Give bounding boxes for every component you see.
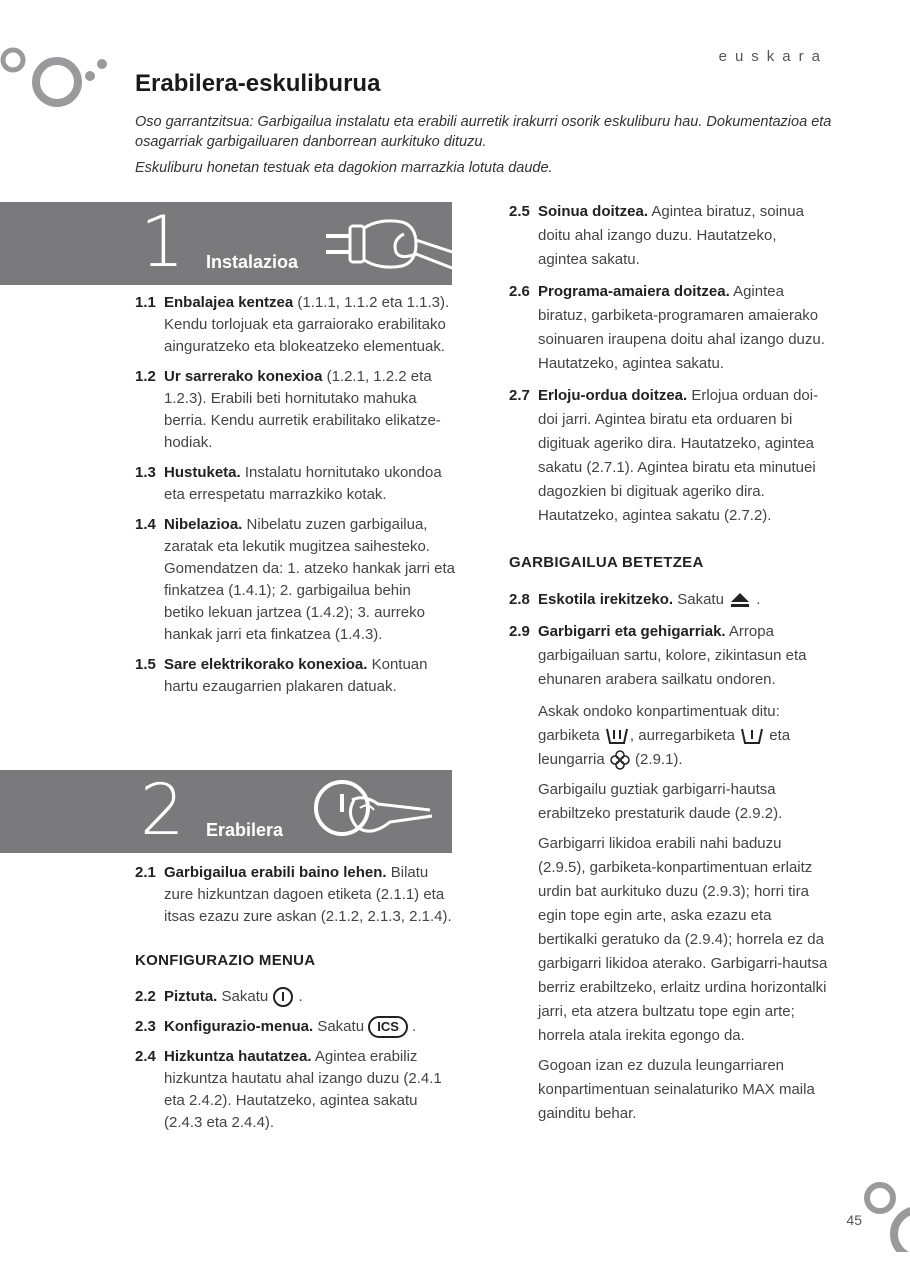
max-paragraph: Gogoan izan ez duzula leungarriaren konpartimentuan seinalaturiko MAX maila gainditu behar. <box>538 1057 815 1122</box>
list-item: 1.4 Nibelazioa. Nibelatu zuzen garbigailua, zaratak eta lekutik mugitzea saihesteko. Gomendatzen da: 1. atzeko hankak jarri eta finkatzea (1.4.1); 2. garbigailua behin betiko lekuan jartzea (1.4.2); 3. aurreko hankak jarri eta finkatzea (1.4.3). <box>135 516 456 643</box>
list-item: 2.3 Konfigurazio-menua. Sakatu ICS . <box>135 1016 455 1038</box>
filling-heading: GARBIGAILUA BETETZEA <box>509 554 704 571</box>
usage-list-right <box>509 200 829 1132</box>
intro-text <box>135 112 835 184</box>
page-number: 45 <box>846 1212 862 1228</box>
section-label: Instalazioa <box>206 252 299 272</box>
brand-circles-logo <box>0 40 110 110</box>
compartments-paragraph: Askak ondoko konpartimentuak ditu: garbiketa , aurregarbiketa eta leungarria (2.9.1). <box>509 700 829 772</box>
section-label: Erabilera <box>206 820 284 840</box>
intro-paragraph-2: Eskuliburu honetan testuak eta dagokion marrazkia lotuta daude. <box>135 160 553 176</box>
plug-icon <box>320 212 452 276</box>
config-menu-heading: KONFIGURAZIO MENUA <box>135 952 316 969</box>
list-item: 2.2 Piztuta. Sakatu . <box>135 986 455 1008</box>
section-banner-installation <box>0 202 452 285</box>
section-number: 2 <box>140 769 185 851</box>
section-banner-usage <box>0 770 452 853</box>
language-label: euskara <box>718 48 828 65</box>
usage-list-left <box>135 862 455 1142</box>
list-item: 1.5 Sare elektrikorako konexioa. Kontuan hartu ezaugarrien plakaren datuak. <box>135 656 428 695</box>
finger-press-icon <box>312 776 444 848</box>
list-item: 2.9 Garbigarri eta gehigarriak. Arropa garbigailuan sartu, kolore, zikintasun eta ehunaren arabera sailkatu ondoren. <box>509 623 807 688</box>
section-number: 1 <box>140 201 185 283</box>
prewash-icon <box>739 726 765 746</box>
powder-paragraph: Garbigailu guztiak garbigarri-hautsa erabiltzeko prestaturik daude (2.9.2). <box>538 781 783 822</box>
page-title: Erabilera-eskuliburua <box>135 70 381 97</box>
softener-flower-icon <box>609 749 631 771</box>
installation-list <box>135 292 455 706</box>
intro-paragraph-1: Oso garrantzitsua: Garbigailua instalatu eta erabili aurretik irakurri osorik eskuliburu hau. Dokumentazioa eta osagarriak garbigailuaren danborrean aurkituko dituzu. <box>135 114 832 150</box>
power-button-icon <box>272 986 294 1008</box>
list-item: 2.5 Soinua doitzea. Agintea biratuz, soinua doitu ahal izango duzu. Hautatzeko, agintea sakatu. <box>509 203 804 268</box>
main-wash-icon <box>604 726 630 746</box>
list-item: 1.1 Enbalajea kentzea (1.1.1, 1.1.2 eta 1.1.3). Kendu torlojuak eta garraiorako erabilitako ainguratzeko eta blokeatzeko elementuak. <box>135 294 450 355</box>
door-open-icon <box>728 590 752 610</box>
list-item: 2.8 Eskotila irekitzeko. Sakatu . <box>509 588 829 612</box>
list-item: 2.1 Garbigailua erabili baino lehen. Bilatu zure hizkuntzan dagoen etiketa (2.1.1) eta itsas ezazu zure askan (2.1.2, 2.1.3, 2.1.4). <box>135 864 452 925</box>
brand-circles-logo-small <box>860 1176 910 1252</box>
list-item: 2.7 Erloju-ordua doitzea. Erlojua orduan doi-doi jarri. Agintea biratu eta orduaren bi digituak ageriko dira. Hautatzeko, agintea sakatu (2.7.1). Agintea biratu eta minutuei dagozkien bi digituak ageriko dira. Hautatzeko, agintea sakatu (2.7.2). <box>509 387 819 524</box>
list-item: 2.6 Programa-amaiera doitzea. Agintea biratuz, garbiketa-programaren amaierako soinuaren iraupena doitu ahal izango duzu. Hautatzeko, agintea sakatu. <box>509 283 825 372</box>
ics-button-icon: ICS <box>368 1016 408 1038</box>
liquid-paragraph: Garbigarri likidoa erabili nahi baduzu (2.9.5), garbiketa-konpartimentuan erlaitz urdin bat aurkituko duzu (2.9.3); horri tira egin tope egin arte, aska ezazu eta bertikalki geratuko da (2.9.4); horrela ez da garbigarri likidoa aterako. Garbigarri-hautsa berriz erabiltzeko, erlaitz urdina horizontalki jarri, eta atzera bultzatu tope egin arte; horrela atala irekita egongo da. <box>538 835 828 1044</box>
list-item: 1.3 Hustuketa. Instalatu hornitutako ukondoa eta errespetatu marrazkiko kotak. <box>135 464 442 503</box>
list-item: 2.4 Hizkuntza hautatzea. Agintea erabiliz hizkuntza hautatu ahal izango duzu (2.4.1 eta 2.4.2). Hautatzeko, agintea sakatu (2.4.3 eta 2.4.4). <box>135 1048 442 1132</box>
list-item: 1.2 Ur sarrerako konexioa (1.2.1, 1.2.2 eta 1.2.3). Erabili beti hornitutako mahuka berria. Kendu aurretik erabilitako elikatze-hodiak. <box>135 368 441 451</box>
